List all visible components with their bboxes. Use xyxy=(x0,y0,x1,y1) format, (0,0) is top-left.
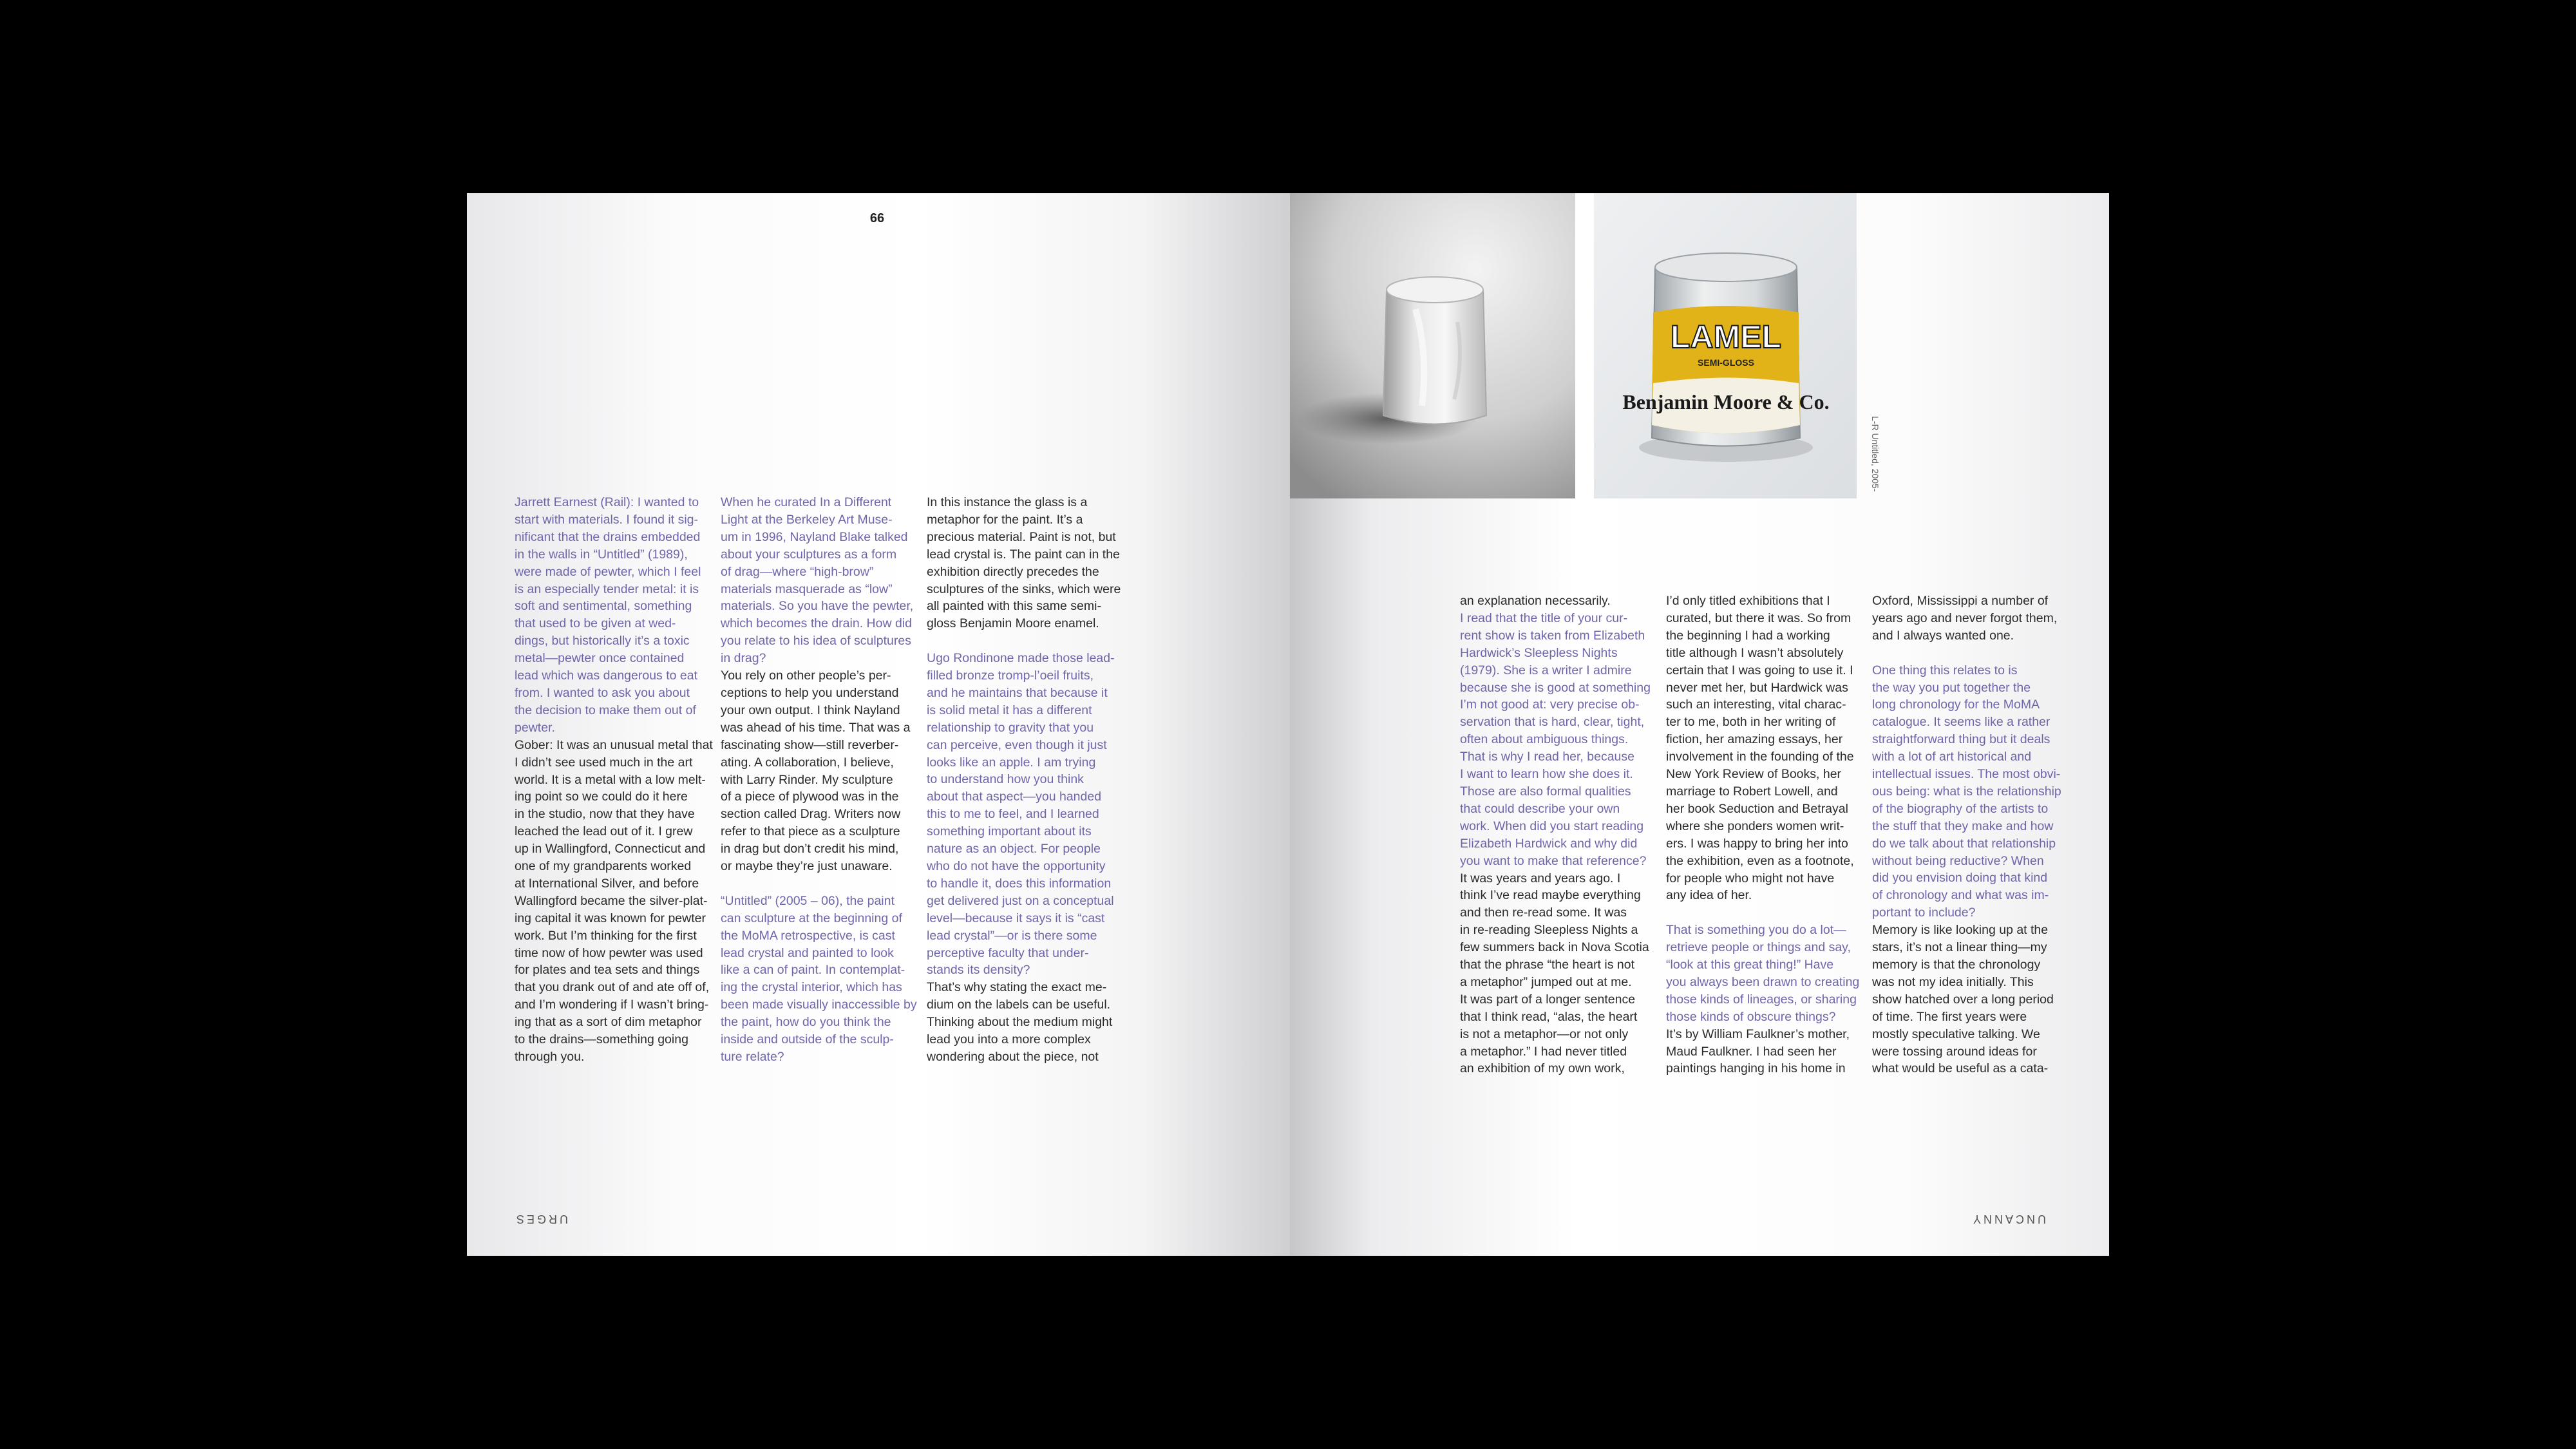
text-line: of chronology and what was im- xyxy=(1872,888,2049,903)
text-line: was ahead of his time. That was a xyxy=(721,720,911,735)
text-line: which becomes the drain. How did xyxy=(721,616,912,631)
text-line: such an interesting, vital charac- xyxy=(1666,697,1846,712)
text-line: title although I wasn’t absolutely xyxy=(1666,645,1844,660)
text-line: I’m not good at: very precise ob- xyxy=(1460,697,1640,712)
text-line: that the phrase “the heart is not xyxy=(1460,958,1635,972)
text-line: and then re-read some. It was xyxy=(1460,905,1627,920)
text-line: is solid metal it has a different xyxy=(927,703,1092,717)
can-label-sub: SEMI-GLOSS xyxy=(1698,357,1754,368)
text-line: work. When did you start reading xyxy=(1460,819,1644,833)
text-line: the exhibition, even as a footnote, xyxy=(1666,853,1854,868)
text-line: leached the lead out of it. I grew xyxy=(515,824,693,839)
text-line: refer to that piece as a sculpture xyxy=(721,824,900,839)
text-line: time now of how pewter was used xyxy=(515,945,703,960)
text-line: inside and outside of the sculp- xyxy=(721,1032,894,1047)
text-line: in the walls in “Untitled” (1989), xyxy=(515,547,688,562)
text-line: stars, it’s not a linear thing—my xyxy=(1872,940,2047,955)
text-line: were tossing around ideas for xyxy=(1872,1044,2037,1059)
answer-paragraph xyxy=(1460,870,1660,1078)
text-line: stands its density? xyxy=(927,963,1030,978)
text-line: I’d only titled exhibitions that I xyxy=(1666,594,1830,608)
text-line: through you. xyxy=(515,1050,585,1064)
text-line: you relate to his idea of sculptures xyxy=(721,634,911,649)
question-paragraph xyxy=(927,650,1126,979)
text-line: because she is good at something xyxy=(1460,680,1651,695)
text-line: certain that I was going to use it. I xyxy=(1666,663,1853,677)
text-line: intellectual issues. The most obvi- xyxy=(1872,767,2061,782)
text-line: I read that the title of your cur- xyxy=(1460,611,1628,625)
text-line: (1979). She is a writer I admire xyxy=(1460,663,1632,677)
text-line: It was part of a longer sentence xyxy=(1460,992,1636,1007)
text-line: and I always wanted one. xyxy=(1872,628,2014,643)
text-line: did you envision doing that kind xyxy=(1872,871,2048,886)
answer-paragraph xyxy=(721,667,920,875)
text-line: ous being: what is the relationship xyxy=(1872,784,2061,799)
text-line: you want to make that reference? xyxy=(1460,853,1647,868)
text-line: That is why I read her, because xyxy=(1460,750,1634,764)
text-line: When he curated In a Different xyxy=(721,495,892,509)
text-line: ating. A collaboration, I believe, xyxy=(721,755,894,770)
text-line: Hardwick’s Sleepless Nights xyxy=(1460,645,1618,660)
text-line: world. It is a metal with a low melt- xyxy=(515,772,706,787)
text-line: ing point so we could do it here xyxy=(515,790,688,804)
image-caption: L-R Untitled, 2005- xyxy=(1870,416,1880,492)
text-line: ing capital it was known for pewter xyxy=(515,911,706,925)
text-line: retrieve people or things and say, xyxy=(1666,940,1851,955)
text-line: years ago and never forgot them, xyxy=(1872,611,2058,625)
text-line: I didn’t see used much in the art xyxy=(515,755,693,770)
left-column-1 xyxy=(515,494,714,1066)
text-line: New York Review of Books, her xyxy=(1666,767,1842,782)
text-line: precious material. Paint is not, but xyxy=(927,529,1116,544)
text-line: lead crystal”—or is there some xyxy=(927,928,1097,943)
text-line: and I’m wondering if I wasn’t bring- xyxy=(515,998,709,1012)
left-column-2 xyxy=(721,494,920,1066)
text-line: dium on the labels can be useful. xyxy=(927,998,1111,1012)
right-footer: UNCANNY xyxy=(1971,1213,2047,1226)
text-line: to handle it, does this information xyxy=(927,876,1112,891)
paragraph-gap xyxy=(721,875,920,893)
text-line: the decision to make them out of xyxy=(515,703,696,717)
text-line: without being reductive? When xyxy=(1872,853,2044,868)
text-line: ter to me, both in her writing of xyxy=(1666,715,1836,730)
text-line: materials. So you have the pewter, xyxy=(721,599,914,614)
right-column-1 xyxy=(1460,592,1660,1077)
text-line: where she ponders women writ- xyxy=(1666,819,1844,833)
text-line: Jarrett Earnest (Rail): I wanted to xyxy=(515,495,699,509)
text-line: Light at the Berkeley Art Muse- xyxy=(721,512,893,527)
text-line: that could describe your own xyxy=(1460,801,1620,816)
text-line: Wallingford became the silver-plat- xyxy=(515,893,708,908)
text-line: level—because it says it is “cast xyxy=(927,911,1105,925)
text-line: start with materials. I found it sig- xyxy=(515,512,699,527)
text-line: at International Silver, and before xyxy=(515,876,699,891)
text-line: that you drank out of and ate off of, xyxy=(515,980,710,995)
text-line: fiction, her amazing essays, her xyxy=(1666,732,1843,747)
text-line: involvement in the founding of the xyxy=(1666,750,1854,764)
text-line: curated, but there it was. So from xyxy=(1666,611,1852,625)
text-line: soft and sentimental, something xyxy=(515,599,692,614)
text-line: I want to learn how she does it. xyxy=(1460,767,1633,782)
text-line: “look at this great thing!” Have xyxy=(1666,958,1834,972)
text-line: in drag but don’t credit his mind, xyxy=(721,842,899,857)
text-line: can perceive, even though it just xyxy=(927,737,1107,752)
answer-paragraph xyxy=(1872,592,2072,645)
paragraph-gap xyxy=(1872,645,2072,662)
text-line: something important about its xyxy=(927,824,1092,839)
text-line: that I think read, “alas, the heart xyxy=(1460,1009,1638,1024)
text-line: exhibition directly precedes the xyxy=(927,564,1099,579)
paragraph-gap xyxy=(1666,904,1866,922)
text-line: lead which was dangerous to eat xyxy=(515,668,698,683)
text-line: In this instance the glass is a xyxy=(927,495,1088,509)
text-line: Maud Faulkner. I had seen her xyxy=(1666,1044,1837,1059)
text-line: section called Drag. Writers now xyxy=(721,807,901,822)
question-paragraph xyxy=(1666,922,1866,1025)
text-line: an explanation necessarily. xyxy=(1460,594,1611,608)
text-line: perceptive faculty that under- xyxy=(927,945,1089,960)
text-line: ers. I was happy to bring her into xyxy=(1666,836,1848,851)
answer-paragraph xyxy=(1666,1026,1866,1078)
text-line: One thing this relates to is xyxy=(1872,663,2018,677)
text-line: sculptures of the sinks, which were xyxy=(927,582,1121,596)
answer-paragraph xyxy=(1666,592,1866,904)
text-line: to understand how you think xyxy=(927,772,1084,787)
text-line: for plates and tea sets and things xyxy=(515,963,700,978)
answer-paragraph xyxy=(515,737,714,1066)
can-label-text: LAMEL xyxy=(1670,319,1782,355)
text-line: for people who might not have xyxy=(1666,871,1835,886)
text-line: memory is that the chronology xyxy=(1872,958,2041,972)
text-line: It’s by William Faulkner’s mother, xyxy=(1666,1027,1850,1041)
text-line: That is something you do a lot— xyxy=(1666,923,1846,938)
text-line: is not a metaphor—or not only xyxy=(1460,1027,1629,1041)
text-line: that used to be given at wed- xyxy=(515,616,676,631)
text-line: mostly speculative talking. We xyxy=(1872,1027,2040,1041)
text-line: those kinds of lineages, or sharing xyxy=(1666,992,1857,1007)
text-line: the stuff that they make and how xyxy=(1872,819,2054,833)
text-line: often about ambiguous things. xyxy=(1460,732,1629,747)
left-footer: URGES xyxy=(514,1213,569,1226)
text-line: Thinking about the medium might xyxy=(927,1015,1113,1030)
question-paragraph xyxy=(1872,662,2072,922)
text-line: this to me to feel, and I learned xyxy=(927,807,1099,822)
text-line: is an especially tender metal: it is xyxy=(515,582,699,596)
text-line: nificant that the drains embedded xyxy=(515,529,701,544)
text-line: of the biography of the artists to xyxy=(1872,801,2049,816)
text-line: with Larry Rinder. My sculpture xyxy=(721,772,893,787)
right-page xyxy=(1290,193,2109,1256)
text-line: work. But I’m thinking for the first xyxy=(515,928,697,943)
text-line: was not my idea initially. This xyxy=(1872,974,2034,989)
text-line: Oxford, Mississippi a number of xyxy=(1872,594,2049,608)
text-line: to the drains—something going xyxy=(515,1032,688,1047)
text-line: catalogue. It seems like a rather xyxy=(1872,715,2050,730)
text-line: ture relate? xyxy=(721,1049,784,1064)
text-line: dings, but historically it’s a toxic xyxy=(515,634,690,649)
text-line: pewter. xyxy=(515,720,555,735)
text-line: “Untitled” (2005 – 06), the paint xyxy=(721,893,895,908)
can-label-brand: Benjamin Moore & Co. xyxy=(1622,390,1830,413)
text-line: your own output. I think Nayland xyxy=(721,703,900,717)
question-paragraph xyxy=(721,893,920,1066)
text-line: few summers back in Nova Scotia xyxy=(1460,940,1649,955)
text-line: um in 1996, Nayland Blake talked xyxy=(721,529,908,544)
answer-paragraph xyxy=(1872,922,2072,1077)
text-line: nature as an object. For people xyxy=(927,842,1101,857)
text-line: up in Wallingford, Connecticut and xyxy=(515,842,706,857)
text-line: You rely on other people’s per- xyxy=(721,668,891,683)
text-line: Gober: It was an unusual metal that xyxy=(515,737,713,752)
text-line: her book Seduction and Betrayal xyxy=(1666,801,1848,816)
text-line: Memory is like looking up at the xyxy=(1872,923,2049,938)
text-line: gloss Benjamin Moore enamel. xyxy=(927,616,1099,631)
text-line: the paint, how do you think the xyxy=(721,1015,891,1030)
text-line: metal—pewter once contained xyxy=(515,651,685,666)
text-line: relationship to gravity that you xyxy=(927,720,1094,735)
text-line: lead you into a more complex xyxy=(927,1032,1091,1047)
text-line: straightforward thing but it deals xyxy=(1872,732,2050,747)
text-line: It was years and years ago. I xyxy=(1460,871,1621,886)
text-line: filled bronze tromp-l’oeil fruits, xyxy=(927,668,1094,683)
text-line: from. I wanted to ask you about xyxy=(515,685,690,700)
answer-paragraph xyxy=(927,494,1126,632)
text-line: one of my grandparents worked xyxy=(515,859,692,874)
text-line: lead crystal is. The paint can in the xyxy=(927,547,1120,562)
text-line: a metaphor” jumped out at me. xyxy=(1460,974,1632,989)
text-line: fascinating show—still reverber- xyxy=(721,737,899,752)
text-line: get delivered just on a conceptual xyxy=(927,893,1114,908)
text-line: in the studio, now that they have xyxy=(515,807,695,822)
answer-paragraph xyxy=(927,979,1126,1066)
text-line: That’s why stating the exact me- xyxy=(927,980,1107,995)
text-line: of time. The first years were xyxy=(1872,1009,2027,1024)
text-line: an exhibition of my own work, xyxy=(1460,1061,1625,1076)
text-line: ing the crystal interior, which has xyxy=(721,980,902,995)
text-line: all painted with this same semi- xyxy=(927,599,1101,614)
text-line: of drag—where “high-brow” xyxy=(721,564,874,579)
text-line: Those are also formal qualities xyxy=(1460,784,1631,799)
text-line: paintings hanging in his home in xyxy=(1666,1061,1846,1076)
text-line: the beginning I had a working xyxy=(1666,628,1830,643)
text-line: you always been drawn to creating xyxy=(1666,974,1860,989)
text-line: Elizabeth Hardwick and why did xyxy=(1460,836,1638,851)
text-line: portant to include? xyxy=(1872,905,1976,920)
text-line: in drag? xyxy=(721,651,766,666)
right-column-2 xyxy=(1666,592,1866,1077)
text-line: a metaphor.” I had never titled xyxy=(1460,1044,1627,1059)
crystal-can-photo xyxy=(1290,193,1575,498)
text-line: with a lot of art historical and xyxy=(1872,750,2032,764)
answer-paragraph xyxy=(1460,592,1660,610)
text-line: those kinds of obscure things? xyxy=(1666,1009,1836,1024)
text-line: ceptions to help you understand xyxy=(721,685,899,700)
question-paragraph xyxy=(1460,610,1660,870)
question-paragraph xyxy=(721,494,920,667)
text-line: and he maintains that because it xyxy=(927,685,1108,700)
text-line: ing that as a sort of dim metaphor xyxy=(515,1015,702,1030)
text-line: Ugo Rondinone made those lead- xyxy=(927,651,1115,666)
text-line: materials masquerade as “low” xyxy=(721,582,893,596)
text-line: wondering about the piece, not xyxy=(927,1049,1099,1064)
text-line: marriage to Robert Lowell, and xyxy=(1666,784,1838,799)
text-line: what would be useful as a cata- xyxy=(1872,1061,2049,1076)
text-line: in re-reading Sleepless Nights a xyxy=(1460,923,1638,938)
text-line: servation that is hard, clear, tight, xyxy=(1460,715,1645,730)
text-line: metaphor for the paint. It’s a xyxy=(927,512,1083,527)
text-line: about that aspect—you handed xyxy=(927,790,1102,804)
text-line: like a can of paint. In contemplat- xyxy=(721,963,905,978)
text-line: the MoMA retrospective, is cast xyxy=(721,928,895,943)
text-line: long chronology for the MoMA xyxy=(1872,697,2040,712)
paint-can-photo xyxy=(1594,193,1857,498)
text-line: been made visually inaccessible by xyxy=(721,998,917,1012)
text-line: about your sculptures as a form xyxy=(721,547,897,562)
text-line: the way you put together the xyxy=(1872,680,2031,695)
left-page xyxy=(467,193,1290,1256)
text-line: looks like an apple. I am trying xyxy=(927,755,1096,770)
left-column-3 xyxy=(927,494,1126,1066)
text-line: do we talk about that relationship xyxy=(1872,836,2056,851)
text-line: never met her, but Hardwick was xyxy=(1666,680,1848,695)
text-line: of a piece of plywood was in the xyxy=(721,790,899,804)
text-line: think I’ve read maybe everything xyxy=(1460,888,1641,903)
text-line: were made of pewter, which I feel xyxy=(515,564,701,579)
question-paragraph xyxy=(515,494,714,737)
text-line: who do not have the opportunity xyxy=(927,859,1106,874)
text-line: show hatched over a long period xyxy=(1872,992,2054,1007)
text-line: can sculpture at the beginning of xyxy=(721,911,902,925)
paragraph-gap xyxy=(927,632,1126,650)
text-line: any idea of her. xyxy=(1666,888,1752,903)
text-line: lead crystal and painted to look xyxy=(721,945,894,960)
right-column-3 xyxy=(1872,592,2072,1077)
text-line: rent show is taken from Elizabeth xyxy=(1460,628,1645,643)
page-number: 66 xyxy=(869,211,885,225)
text-line: or maybe they’re just unaware. xyxy=(721,859,893,874)
